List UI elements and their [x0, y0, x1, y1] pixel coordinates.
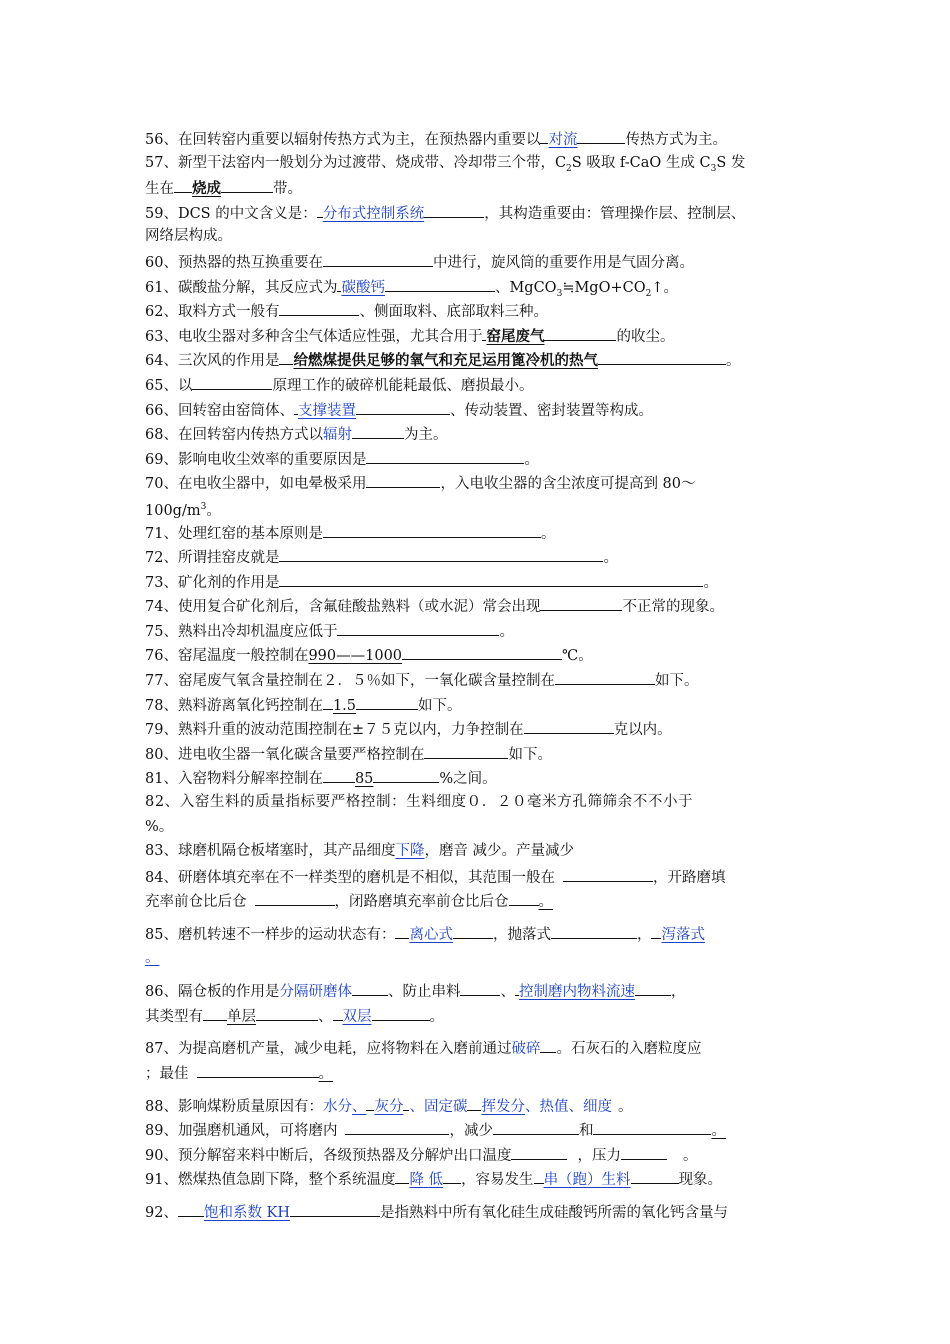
question-71 [145, 520, 815, 545]
q68-text: 68、在回转窑内传热方式以 [145, 427, 323, 444]
q62-text-2: 、侧面取料、底部取料三种。 [359, 304, 548, 321]
q90-text-2: ，压力 [577, 1147, 621, 1164]
question-83 [145, 839, 815, 864]
q72-text-2: 。 [603, 550, 618, 567]
q89-text-4: 。 [711, 1123, 726, 1140]
q84-text-5: 。 [538, 894, 553, 911]
q70-sup: 3 [200, 501, 207, 512]
q89-text-3: 和 [578, 1123, 594, 1140]
question-87-cont [145, 1060, 815, 1085]
question-64 [145, 347, 815, 372]
question-79 [145, 716, 815, 741]
q86-text-4: ， [670, 984, 686, 1001]
q81-text-2: %之间。 [439, 771, 497, 788]
q87-blank-1 [540, 1035, 556, 1053]
question-72 [145, 544, 815, 569]
q91-blank-2 [631, 1166, 679, 1184]
q88-answer-2: 灰分 [374, 1098, 404, 1115]
q88-answer-3: 固定碳 [423, 1098, 468, 1115]
question-92 [145, 1199, 815, 1224]
q91-answer-2: 串（跑）生料 [543, 1172, 631, 1189]
q88-sep-3: 、 [524, 1098, 540, 1115]
question-66 [145, 397, 815, 422]
q86-blank-1 [352, 978, 388, 996]
q76-blank [402, 642, 562, 660]
q92-text: 92、 [145, 1204, 178, 1221]
question-75 [145, 618, 815, 643]
q85-text-4: 。 [145, 949, 160, 966]
q91-answer-1: 降 低 [409, 1172, 444, 1189]
q84-text-4: ，闭路磨填充率前仓比后仓 [334, 894, 509, 911]
q63-answer: 窑尾废气 [486, 327, 545, 345]
q75-blank [337, 618, 499, 636]
question-87 [145, 1035, 815, 1060]
q92-answer: 饱和系数 KH [203, 1204, 291, 1221]
q68-blank [352, 421, 404, 439]
q70-blank [366, 470, 440, 488]
q57-text-5: 带。 [273, 181, 302, 198]
q60-text-2: 中进行，旋风筒的重要作用是气固分离。 [432, 254, 694, 271]
question-84 [145, 864, 815, 889]
q59-text-3: 网络层构成。 [145, 228, 232, 245]
q65-text-2: 原理工作的破碎机能耗最低、磨损最小。 [272, 377, 534, 394]
q84-blank-2 [255, 888, 335, 906]
question-65 [145, 372, 815, 397]
question-73 [145, 569, 815, 594]
q92-blank [290, 1199, 380, 1217]
question-88 [145, 1093, 815, 1118]
q91-text-2: ，容易发生 [461, 1172, 534, 1189]
q64-text: 64、三次风的作用是 [145, 353, 280, 370]
q85-answer-1: 离心式 [409, 927, 453, 943]
question-62 [145, 298, 815, 323]
q60-blank [323, 249, 433, 267]
q69-text: 69、影响电收尘效率的重要原因是 [145, 451, 367, 468]
q62-text: 62、取料方式一般有 [145, 304, 280, 321]
question-60 [145, 249, 815, 274]
q66-text-2: 、传动装置、密封装置等构成。 [449, 402, 653, 419]
question-70-cont [145, 495, 815, 520]
q59-blank [424, 200, 484, 218]
q85-text: 85、磨机转速不一样步的运动状态有： [145, 927, 396, 943]
q73-text-2: 。 [703, 574, 718, 591]
q91-blank-1 [443, 1166, 461, 1184]
q85-blank-2 [551, 921, 637, 939]
question-90 [145, 1142, 815, 1167]
q90-blank-1 [511, 1142, 567, 1160]
q65-text: 65、以 [145, 377, 193, 394]
q83-text: 83、球磨机隔仓板堵塞时，其产品细度 [145, 843, 396, 860]
q86-text-3: 、 [500, 984, 515, 1001]
q75-text-2: 。 [499, 623, 514, 640]
q57-text-4: 生在 [145, 181, 174, 198]
q68-answer: 辐射 [322, 427, 352, 444]
q56-blank [577, 126, 625, 144]
q68-text-2: 为主。 [403, 427, 448, 444]
q81-answer: 85 [354, 771, 374, 788]
q59-text: 59、DCS 的中文含义是： [145, 205, 317, 222]
q86-text: 86、隔仓板的作用是 [145, 984, 280, 1001]
question-81 [145, 765, 815, 790]
question-76 [145, 642, 815, 667]
q88-answer-5: 热值 [539, 1098, 569, 1115]
q85-answer-3: 泻落式 [661, 927, 705, 943]
q87-text-3: ；最佳 [145, 1065, 189, 1082]
question-56 [145, 126, 815, 151]
q90-text-3: 。 [682, 1147, 698, 1164]
q63-text-2: 的收尘。 [616, 328, 675, 345]
q56-text-end: 传热方式为主。 [625, 132, 727, 148]
q78-answer: 1.5 [332, 697, 357, 714]
q78-text: 78、熟料游离氧化钙控制在 [145, 697, 323, 714]
q85-text-2: ，抛落式 [492, 927, 551, 943]
q77-text-2: 如下。 [654, 673, 699, 690]
q88-answer-1: 水分 [322, 1098, 352, 1115]
q89-text-2: ，减少 [449, 1123, 493, 1140]
q82-text-2: %。 [145, 818, 174, 835]
q56-answer: 对流 [548, 132, 578, 148]
q84-blank-1 [563, 864, 653, 882]
q62-blank [279, 298, 359, 316]
q86-answer-1: 分隔研磨体 [279, 984, 352, 1001]
q86-answer-4: 单层 [227, 1008, 256, 1025]
q88-answer-6: 细度 [582, 1098, 612, 1115]
q59-answer: 分布式控制系统 [322, 205, 425, 222]
question-86 [145, 978, 815, 1003]
q80-text: 80、进电收尘器一氧化碳含量要严格控制在 [145, 746, 425, 763]
q77-text: 77、窑尾废气氧含量控制在２．５％如下，一氧化碳含量控制在 [145, 673, 555, 690]
q71-text-2: 。 [540, 525, 556, 542]
q61-text-3: ≒MgO+CO [562, 279, 646, 296]
q57-sub2: 3 [710, 163, 717, 174]
q81-blank [373, 765, 439, 783]
q71-text: 71、处理红窑的基本原则是 [145, 525, 323, 542]
q91-text: 91、燃煤热值急剧下降，整个系统温度 [145, 1172, 396, 1189]
q59-text-2: ，其构造重要由：管理操作层、控制层、 [484, 205, 746, 222]
question-57-cont [145, 175, 815, 200]
q85-text-3: ， [636, 927, 652, 943]
q79-blank [524, 716, 614, 734]
question-80 [145, 741, 815, 766]
q76-text-2: ℃。 [562, 648, 593, 665]
q78-text-2: 如下。 [418, 697, 462, 714]
q84-text-2: ，开路磨填 [652, 869, 726, 886]
q57-text: 57、新型干法窑内一般划分为过渡带、烧成带、冷却带三个带，C [145, 154, 567, 171]
q73-text: 73、矿化剂的作用是 [145, 574, 280, 591]
q88-sep-1: 、 [351, 1098, 367, 1115]
q72-text: 72、所谓挂窑皮就是 [145, 550, 280, 567]
q74-text-2: 不正常的现象。 [622, 599, 724, 616]
q61-answer: 碳酸钙 [341, 279, 385, 296]
q86-text-5: 其类型有 [145, 1008, 203, 1025]
question-63 [145, 323, 815, 348]
question-85 [145, 921, 815, 946]
q90-text: 90、预分解窑来料中断后，各级预热器及分解炉出口温度 [145, 1147, 512, 1164]
q89-blank-3 [593, 1117, 711, 1135]
q82-text: 82、入窑生料的质量指标要严格控制：生料细度０．２０毫米方孔筛筛余不不小于 [145, 794, 694, 811]
q79-text: 79、熟料升重的波动范围控制在±７５克以内，力争控制在 [145, 722, 524, 739]
q64-answer: 给燃煤提供足够的氧气和充足运用篦冷机的热气 [293, 352, 598, 370]
question-84-cont [145, 888, 815, 913]
question-82 [145, 790, 815, 815]
q65-blank [192, 372, 272, 390]
q64-text-2: 。 [725, 353, 741, 370]
q86-blank-4 [256, 1003, 318, 1021]
q61-sub1: 3 [556, 288, 563, 299]
q86-text-7: 。 [429, 1008, 444, 1025]
q88-answer-4: 挥发分 [481, 1098, 525, 1115]
q61-text-4: ↑。 [651, 279, 679, 296]
q71-blank [323, 520, 541, 538]
q83-text-2: ，磨音 减少。产量减少 [424, 843, 575, 860]
q70-text-4: 。 [206, 502, 221, 519]
q74-text: 74、使用复合矿化剂后，含氟硅酸盐熟料（或水泥）常会出现 [145, 599, 541, 616]
q87-text-4: 。 [318, 1065, 333, 1082]
question-61 [145, 274, 815, 299]
q86-blank-5 [372, 1003, 430, 1021]
q70-text: 70、在电收尘器中，如电晕极采用 [145, 476, 367, 493]
question-85-cont [145, 946, 815, 971]
q57-sub1: 2 [566, 163, 572, 174]
q57-answer: 烧成 [192, 180, 221, 198]
q86-text-6: 、 [318, 1008, 333, 1025]
q76-answer: 990——1000 [308, 648, 403, 665]
q89-text: 89、加强磨机通风，可将磨内 [145, 1123, 338, 1140]
q57-blank [221, 175, 273, 193]
q88-text-2: 。 [617, 1098, 633, 1115]
q57-text-2: S 吸取 f-CaO 生成 C [571, 154, 711, 171]
q84-text: 84、研磨体填充率在不一样类型的磨机是不相似，其范围一般在 [145, 869, 555, 886]
q86-text-2: 、防止串料 [387, 984, 461, 1001]
q70-text-2: ，入电收尘器的含尘浓度可提高到 80～ [440, 476, 696, 493]
q66-text: 66、回转窑由窑筒体、 [145, 402, 294, 419]
q56-text: 56、在回转窑内重要以辐射传热方式为主，在预热器内重要以 [145, 132, 541, 148]
question-89 [145, 1117, 815, 1142]
q86-answer-3: 控制磨内物料流速 [518, 984, 635, 1001]
q57-text-3: S 发 [716, 154, 746, 171]
q61-text-2: 、MgCO [494, 279, 557, 296]
q88-sep-2: 、 [409, 1098, 424, 1115]
q92-text-2: 是指熟料中所有氧化硅生成硅酸钙所需的氧化钙含量与 [380, 1204, 729, 1221]
q63-text: 63、电收尘器对多种含尘气体适应性强，尤其合用于 [145, 328, 483, 345]
question-91 [145, 1166, 815, 1191]
q61-sub2: 2 [645, 288, 652, 299]
q88-text: 88、影响煤粉质量原因有： [145, 1098, 323, 1115]
question-68 [145, 421, 815, 446]
q64-blank [598, 347, 726, 365]
question-70 [145, 470, 815, 495]
q86-blank-3 [635, 978, 671, 996]
q74-blank [540, 593, 622, 611]
q86-blank-2 [460, 978, 500, 996]
q89-blank-2 [493, 1117, 579, 1135]
document-page [145, 126, 815, 1224]
q83-answer: 下降 [395, 843, 425, 860]
q63-blank [544, 323, 616, 341]
question-59-cont [145, 224, 815, 249]
question-59 [145, 200, 815, 225]
q87-answer: 破碎 [511, 1041, 541, 1058]
q61-blank [385, 274, 495, 292]
q76-text: 76、窑尾温度一般控制在 [145, 648, 309, 665]
q88-sep-4: 、 [568, 1098, 583, 1115]
q77-blank [555, 667, 655, 685]
q80-text-2: 如下。 [508, 746, 552, 763]
q66-blank [356, 397, 450, 415]
q84-blank-3 [509, 888, 539, 906]
question-74 [145, 593, 815, 618]
q87-blank-2 [197, 1060, 319, 1078]
q84-text-3: 充率前仓比后仓 [145, 894, 247, 911]
q75-text: 75、熟料出冷却机温度应低于 [145, 623, 338, 640]
q61-text: 61、碳酸盐分解，其反应式为 [145, 279, 338, 296]
q91-text-3: 现象。 [678, 1172, 723, 1189]
q66-answer: 支撑装置 [297, 402, 356, 419]
q90-blank-2 [621, 1142, 667, 1160]
q80-blank [424, 741, 508, 759]
q86-answer-5: 双层 [342, 1008, 372, 1025]
q73-blank [279, 569, 703, 587]
q85-blank-1 [453, 921, 493, 939]
q78-blank [356, 692, 418, 710]
question-78 [145, 692, 815, 717]
question-82-cont [145, 815, 815, 840]
q70-text-3: 100g/m [145, 502, 201, 519]
q69-blank [366, 446, 524, 464]
question-57 [145, 151, 815, 176]
q87-text-2: 。石灰石的入磨粒度应 [556, 1041, 702, 1058]
q72-blank [279, 544, 603, 562]
q89-blank-1 [345, 1117, 449, 1135]
question-86-cont [145, 1003, 815, 1028]
q60-text: 60、预热器的热互换重要在 [145, 254, 323, 271]
question-69 [145, 446, 815, 471]
q81-text: 81、入窑物料分解率控制在 [145, 771, 323, 788]
q69-text-2: 。 [524, 451, 539, 468]
question-77 [145, 667, 815, 692]
q79-text-2: 克以内。 [613, 722, 672, 739]
q87-text: 87、为提高磨机产量，减少电耗，应将物料在入磨前通过 [145, 1041, 512, 1058]
